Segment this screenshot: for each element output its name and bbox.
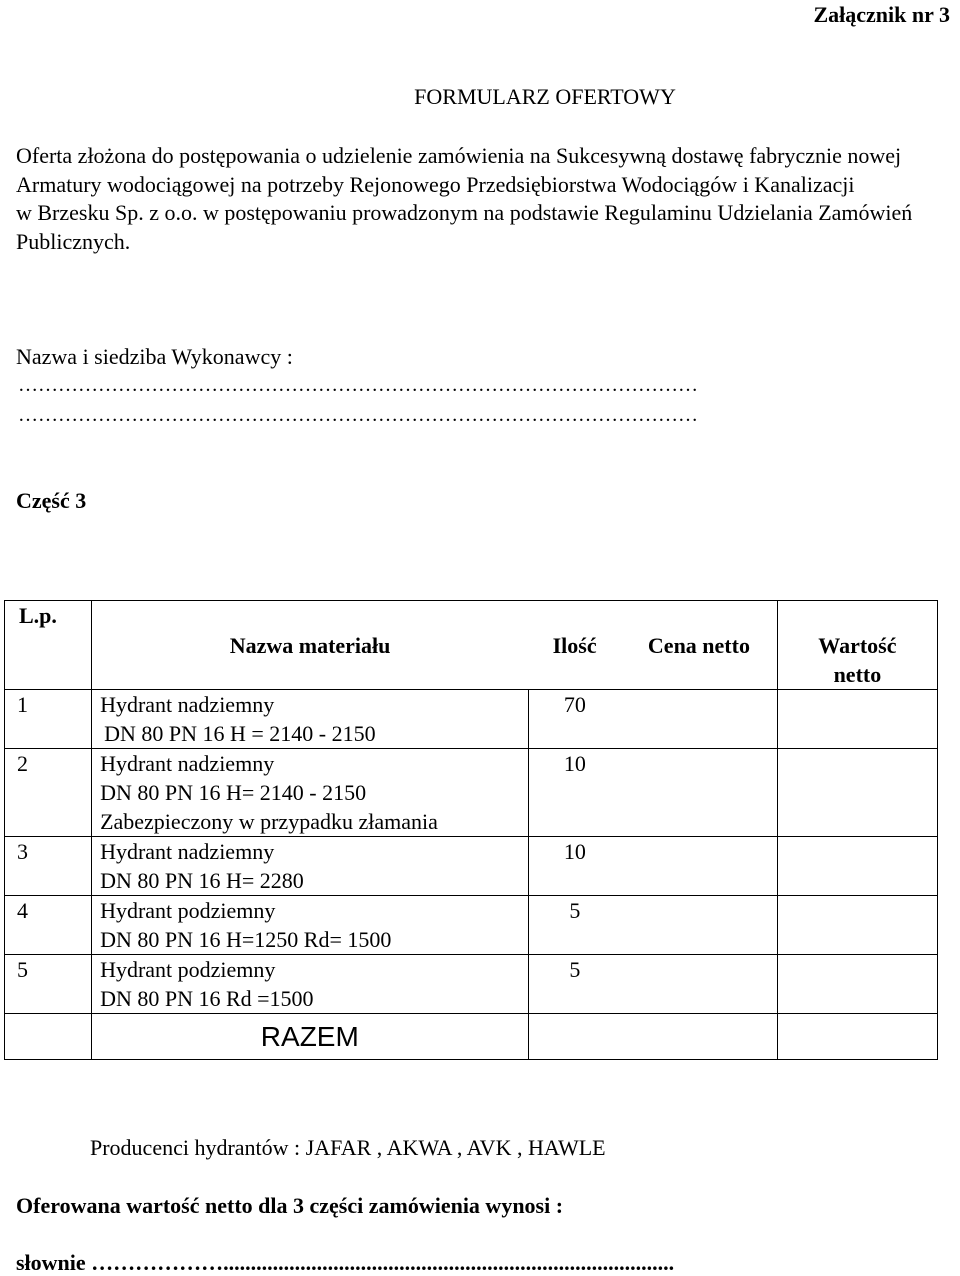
form-title: FORMULARZ OFERTOWY [414, 84, 676, 109]
offer-value-label: Oferowana wartość netto dla 3 części zamówienia wynosi : [16, 1193, 564, 1218]
row-qty: 10 [528, 837, 621, 896]
annex-number: Załącznik nr 3 [813, 2, 950, 27]
row-lp: 2 [5, 749, 92, 837]
total-qty [528, 1014, 621, 1060]
row-lp: 5 [5, 955, 92, 1014]
row-material [92, 896, 528, 955]
row-value[interactable] [777, 955, 937, 1014]
row-material [92, 837, 528, 896]
row-lp: 4 [5, 896, 92, 955]
header-value-line2: netto [833, 662, 882, 687]
row-price[interactable] [621, 955, 777, 1014]
material-line: Hydrant podziemny [100, 957, 276, 982]
material-line: Hydrant podziemny [100, 898, 276, 923]
row-qty: 5 [528, 896, 621, 955]
material-line: DN 80 PN 16 H=1250 Rd= 1500 [100, 927, 392, 952]
intro-line: Oferta złożona do postępowania o udzielenie zamówienia na Sukcesywną dostawę fabrycznie nowej [16, 143, 902, 168]
material-line: DN 80 PN 16 H= 2140 - 2150 [100, 780, 367, 805]
row-price[interactable] [621, 690, 777, 749]
table-row [5, 896, 938, 955]
header-qty [528, 601, 621, 690]
material-line: Hydrant nadziemny [100, 751, 275, 776]
row-value[interactable] [777, 837, 937, 896]
material-line: Hydrant nadziemny [100, 692, 275, 717]
table-total-row [5, 1014, 938, 1060]
part-label: Część 3 [16, 488, 87, 513]
table-row [5, 749, 938, 837]
table-row [5, 690, 938, 749]
row-material [92, 749, 528, 837]
row-value[interactable] [777, 896, 937, 955]
producers-note: Producenci hydrantów : JAFAR , AKWA , AVK , HAWLE [90, 1135, 606, 1160]
header-qty-text: Ilość [552, 633, 597, 658]
row-value[interactable] [777, 749, 937, 837]
contractor-label: Nazwa i siedziba Wykonawcy : [16, 344, 293, 369]
row-qty: 10 [528, 749, 621, 837]
material-line: DN 80 PN 16 H= 2280 [100, 868, 304, 893]
row-price[interactable] [621, 837, 777, 896]
material-line: Zabezpieczony w przypadku złamania [100, 809, 438, 834]
header-value [777, 601, 937, 690]
header-name [92, 601, 528, 690]
row-price[interactable] [621, 896, 777, 955]
total-label: RAZEM [92, 1014, 528, 1060]
row-lp: 3 [5, 837, 92, 896]
total-lp [5, 1014, 92, 1060]
row-value[interactable] [777, 690, 937, 749]
material-line: DN 80 PN 16 Rd =1500 [100, 986, 314, 1011]
row-material [92, 955, 528, 1014]
amount-in-words-field[interactable]: słownie ……………….................................................................................. [16, 1250, 675, 1275]
table-row [5, 837, 938, 896]
table-header-row [5, 601, 938, 690]
row-qty: 70 [528, 690, 621, 749]
material-line: DN 80 PN 16 H = 2140 - 2150 [104, 721, 376, 746]
row-price[interactable] [621, 749, 777, 837]
row-lp: 1 [5, 690, 92, 749]
total-price[interactable] [621, 1014, 777, 1060]
materials-table [4, 600, 938, 1060]
contractor-dots-line-2[interactable]: ………………………………………………………………………………………… [18, 404, 698, 426]
intro-paragraph [16, 142, 946, 256]
header-lp-text: L.p. [19, 603, 57, 628]
contractor-dots-line-1[interactable]: ………………………………………………………………………………………… [18, 374, 698, 396]
material-line: Hydrant nadziemny [100, 839, 275, 864]
row-qty: 5 [528, 955, 621, 1014]
header-name-text: Nazwa materiału [229, 633, 391, 658]
header-lp [5, 601, 92, 690]
total-value[interactable] [777, 1014, 937, 1060]
row-material [92, 690, 528, 749]
intro-line: Armatury wodociągowej na potrzeby Rejonowego Przedsiębiorstwa Wodociągów i Kanalizacji [16, 171, 855, 197]
table-row [5, 955, 938, 1014]
header-value-line1: Wartość [818, 633, 897, 658]
header-price-text: Cena netto [647, 633, 750, 658]
header-price [621, 601, 777, 690]
intro-line: w Brzesku Sp. z o.o. w postępowaniu prowadzonym na podstawie Regulaminu Udzielania Zamówień Publicznych. [16, 200, 913, 254]
